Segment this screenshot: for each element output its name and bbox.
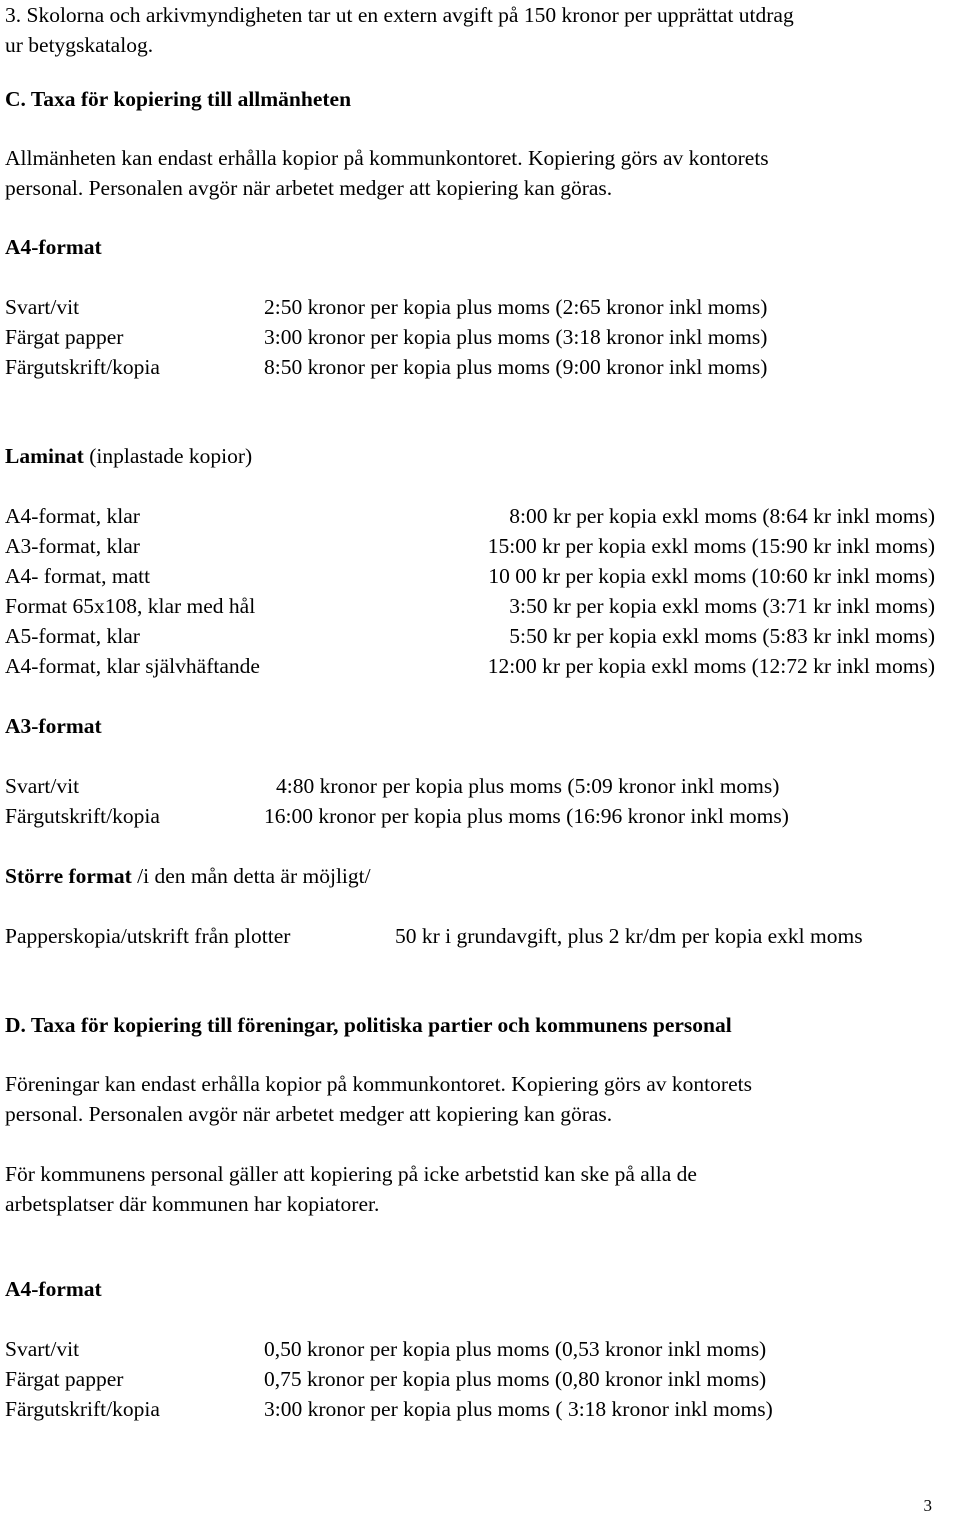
section-d-paragraph: arbetsplatser där kommunen har kopiatorer. [5, 1192, 380, 1216]
a3-format-heading: A3-format [5, 714, 102, 738]
laminat-label: Format 65x108, klar med hål [5, 594, 256, 618]
laminat-label: A4- format, matt [5, 564, 151, 588]
intro-line: ur betygskatalog. [5, 33, 154, 57]
intro-line: 3. Skolorna och arkivmyndigheten tar ut en extern avgift på 150 kronor per upprättat utdrag [5, 3, 794, 27]
laminat-price: 15:00 kr per kopia exkl moms (15:90 kr inkl moms) [487, 534, 935, 558]
price-label: Färgat papper [5, 325, 124, 349]
price-label: Svart/vit [5, 1337, 80, 1361]
price-value: 0,75 kronor per kopia plus moms (0,80 kronor inkl moms) [264, 1367, 767, 1391]
price-label: Färgat papper [5, 1367, 124, 1391]
section-d-paragraph: Föreningar kan endast erhålla kopior på kommunkontoret. Kopiering görs av kontorets [5, 1072, 752, 1096]
price-label: Färgutskrift/kopia [5, 804, 160, 828]
larger-format-heading-rest: /i den mån detta är möjligt/ [131, 864, 371, 888]
section-d-heading: D. Taxa för kopiering till föreningar, politiska partier och kommunens personal [5, 1013, 732, 1037]
price-value: 0,50 kronor per kopia plus moms (0,53 kronor inkl moms) [264, 1337, 767, 1361]
larger-format-heading-bold: Större format [5, 864, 132, 888]
section-d-paragraph: personal. Personalen avgör när arbetet medger att kopiering kan göras. [5, 1102, 613, 1126]
page-number: 3 [923, 1496, 932, 1515]
section-d-paragraph: För kommunens personal gäller att kopiering på icke arbetstid kan ske på alla de [5, 1162, 697, 1186]
laminat-label: A3-format, klar [5, 534, 140, 558]
plotter-label: Papperskopia/utskrift från plotter [5, 924, 291, 948]
price-value: 8:50 kronor per kopia plus moms (9:00 kronor inkl moms) [264, 355, 768, 379]
section-c-heading-text: Taxa för kopiering till allmänheten [30, 87, 352, 111]
price-value: 3:00 kronor per kopia plus moms ( 3:18 kronor inkl moms) [264, 1397, 773, 1421]
laminat-heading-bold: Laminat [5, 444, 84, 468]
section-c-heading-prefix: C. [5, 87, 26, 111]
price-value: 16:00 kronor per kopia plus moms (16:96 kronor inkl moms) [264, 804, 789, 828]
section-c-paragraph: Allmänheten kan endast erhålla kopior på kommunkontoret. Kopiering görs av kontorets [5, 146, 769, 170]
laminat-price: 10 00 kr per kopia exkl moms (10:60 kr inkl moms) [488, 564, 935, 588]
larger-format-heading [5, 861, 371, 891]
laminat-price: 8:00 kr per kopia exkl moms (8:64 kr inkl moms) [509, 504, 935, 528]
laminat-heading-rest: (inplastade kopior) [83, 444, 253, 468]
a4-format-heading: A4-format [5, 1277, 102, 1301]
laminat-price: 3:50 kr per kopia exkl moms (3:71 kr inkl moms) [509, 594, 935, 618]
price-label: Färgutskrift/kopia [5, 1397, 160, 1421]
price-label: Svart/vit [5, 295, 80, 319]
laminat-label: A4-format, klar [5, 504, 140, 528]
price-label: Färgutskrift/kopia [5, 355, 160, 379]
plotter-price: 50 kr i grundavgift, plus 2 kr/dm per kopia exkl moms [395, 924, 863, 948]
laminat-price: 5:50 kr per kopia exkl moms (5:83 kr inkl moms) [509, 624, 935, 648]
section-c-paragraph: personal. Personalen avgör när arbetet medger att kopiering kan göras. [5, 176, 613, 200]
laminat-label: A4-format, klar självhäftande [5, 654, 260, 678]
price-value: 3:00 kronor per kopia plus moms (3:18 kronor inkl moms) [264, 325, 768, 349]
laminat-price: 12:00 kr per kopia exkl moms (12:72 kr inkl moms) [487, 654, 935, 678]
price-label: Svart/vit [5, 774, 80, 798]
laminat-heading [5, 441, 252, 471]
laminat-label: A5-format, klar [5, 624, 140, 648]
price-value: 4:80 kronor per kopia plus moms (5:09 kronor inkl moms) [276, 774, 780, 798]
price-value: 2:50 kronor per kopia plus moms (2:65 kronor inkl moms) [264, 295, 768, 319]
section-c-heading [5, 84, 351, 114]
a4-format-heading: A4-format [5, 235, 102, 259]
